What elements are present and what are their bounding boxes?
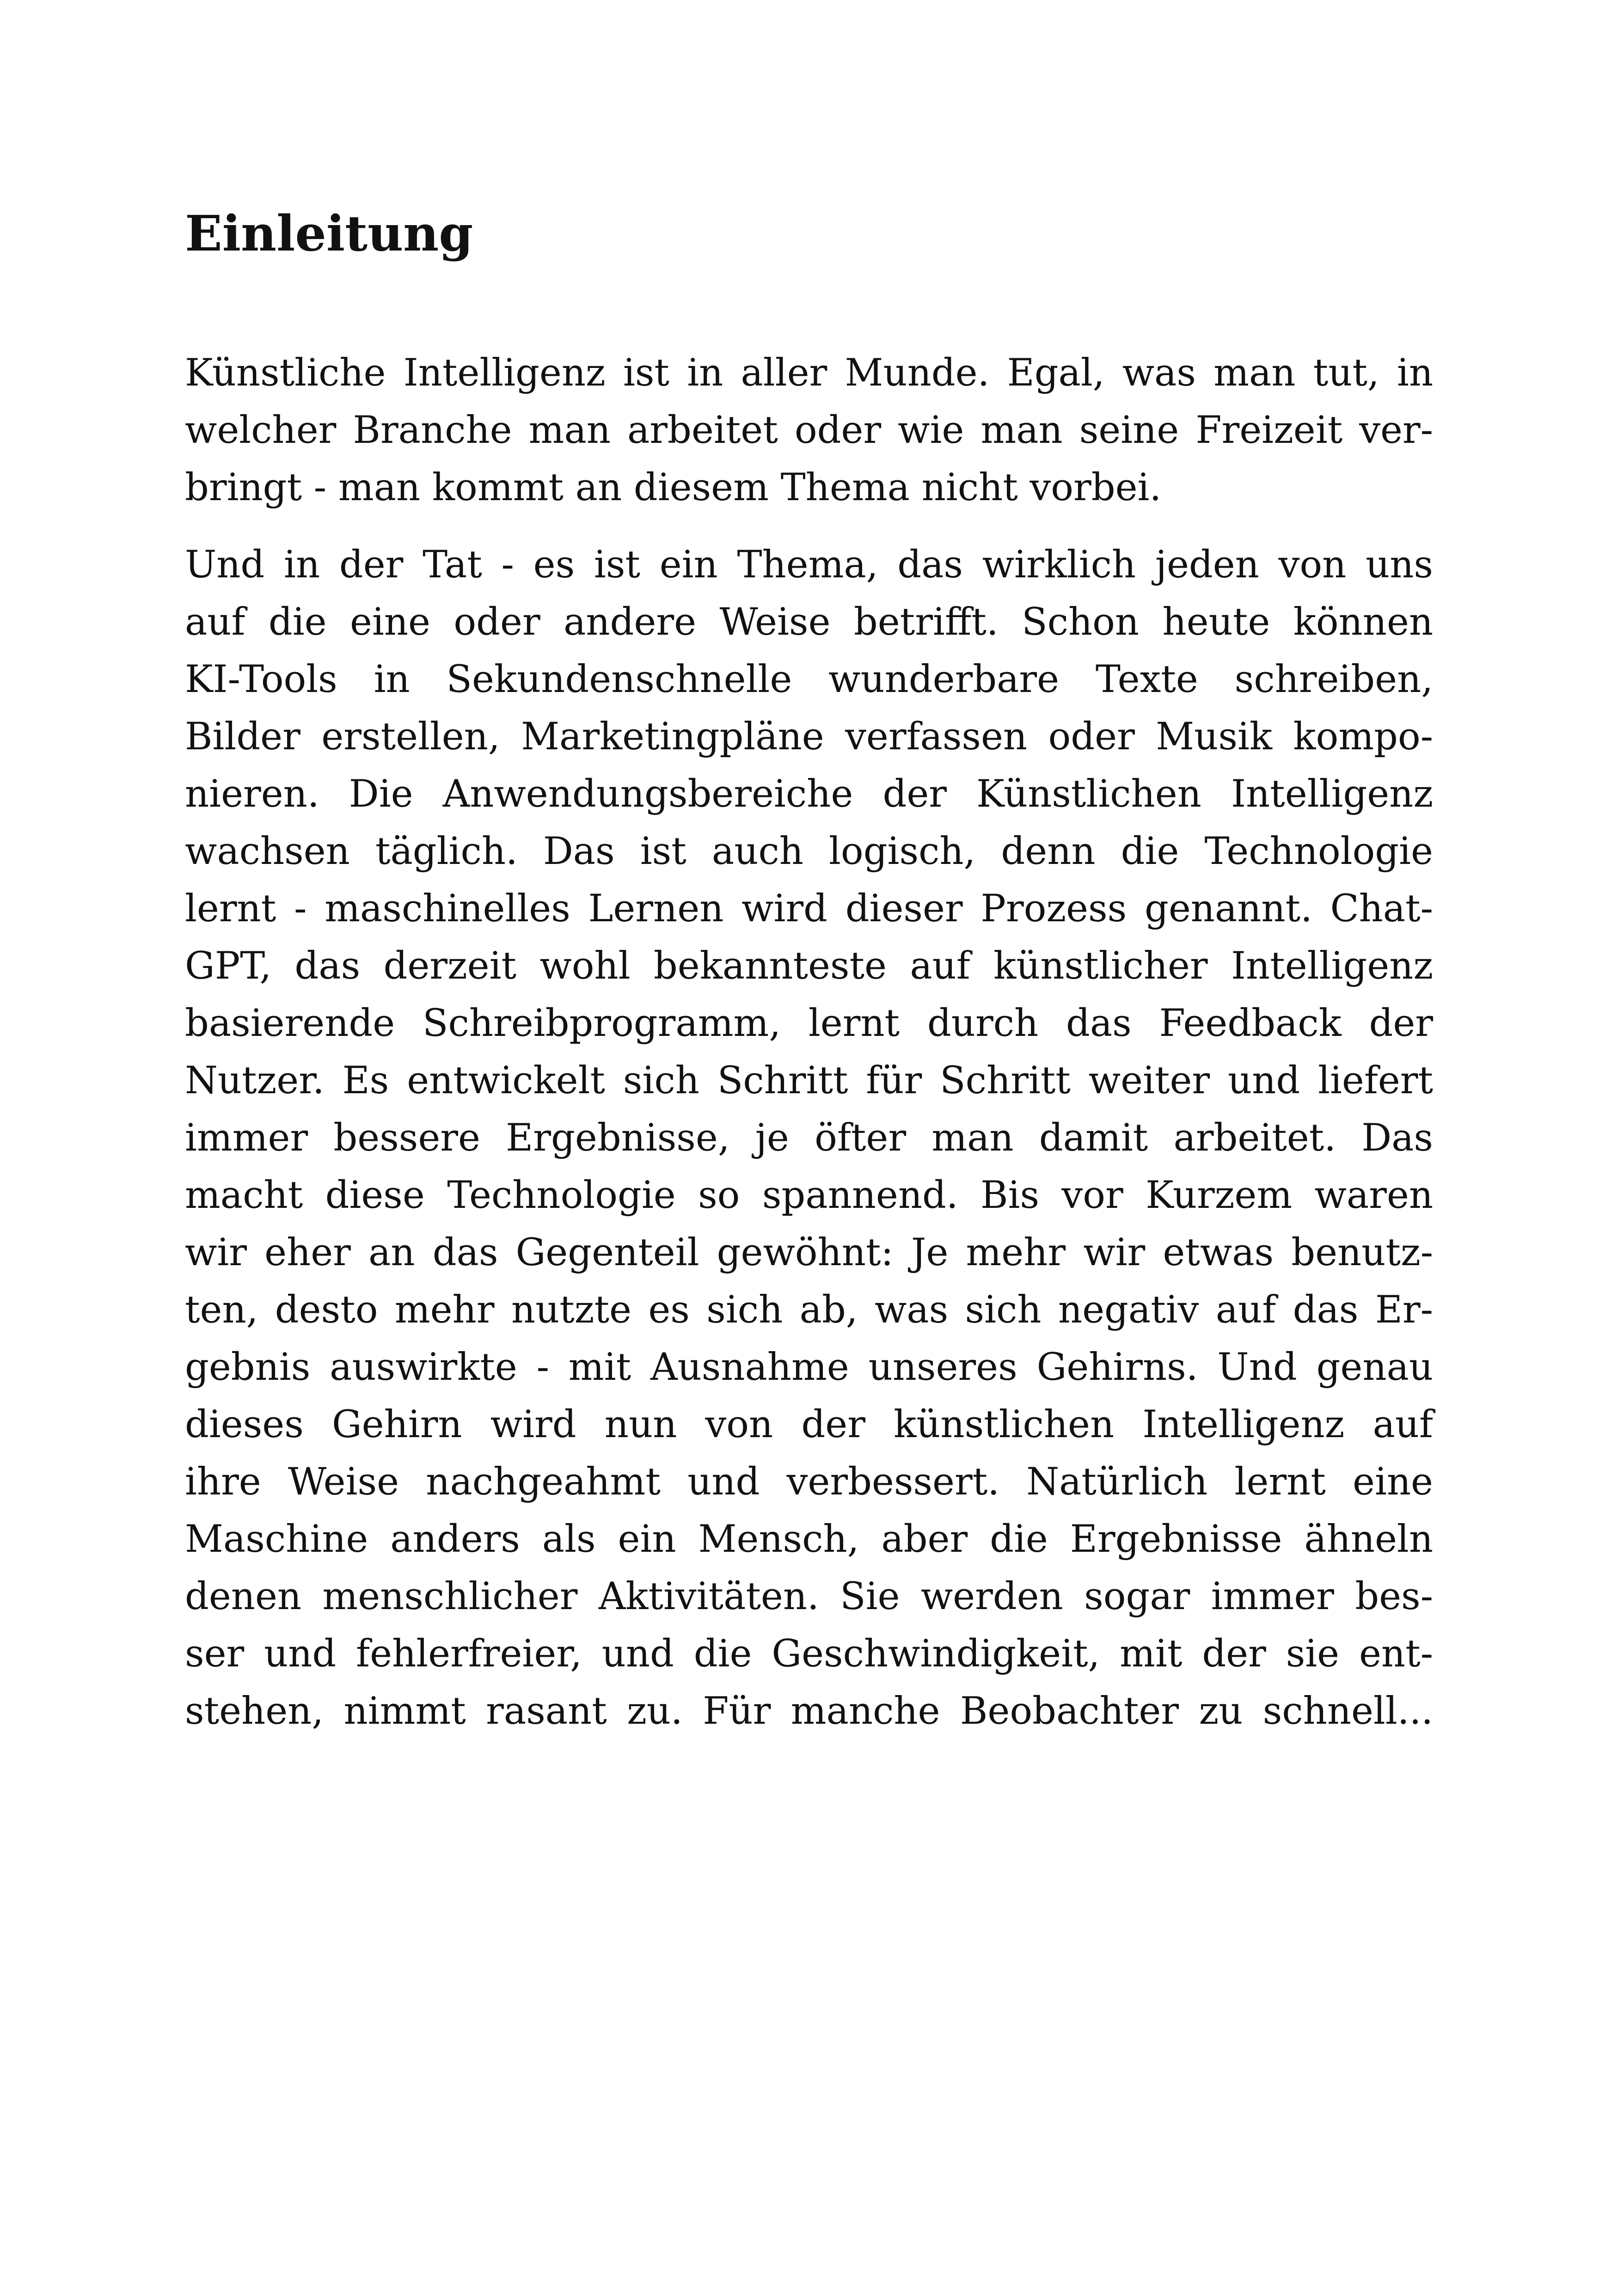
paragraph-line: lernt - maschinelles Lernen wird dieser Prozess genannt. Chat- bbox=[185, 887, 1433, 931]
paragraph-line: nieren. Die Anwendungsbereiche der Künstlichen Intelligenz bbox=[185, 772, 1433, 816]
paragraph-line: Bilder erstellen, Marketingpläne verfassen oder Musik kompo- bbox=[185, 715, 1433, 759]
paragraph-line: macht diese Technologie so spannend. Bis vor Kurzem waren bbox=[185, 1174, 1433, 1217]
paragraph-line: dieses Gehirn wird nun von der künstlichen Intelligenz auf bbox=[185, 1403, 1433, 1446]
paragraph-line: KI-Tools in Sekundenschnelle wunderbare Texte schreiben, bbox=[185, 658, 1433, 701]
paragraph-line: ihre Weise nachgeahmt und verbessert. Natürlich lernt eine bbox=[185, 1460, 1433, 1504]
paragraph-line: Und in der Tat - es ist ein Thema, das wirklich jeden von uns bbox=[185, 543, 1433, 587]
paragraph-line: gebnis auswirkte - mit Ausnahme unseres Gehirns. Und genau bbox=[185, 1346, 1433, 1389]
paragraph-1 bbox=[185, 344, 1433, 516]
paragraph-line: stehen, nimmt rasant zu. Für manche Beobachter zu schnell... bbox=[185, 1690, 1433, 1733]
paragraph-line: immer bessere Ergebnisse, je öfter man damit arbeitet. Das bbox=[185, 1116, 1433, 1160]
paragraph-line: Nutzer. Es entwickelt sich Schritt für Schritt weiter und liefert bbox=[185, 1059, 1433, 1102]
paragraph-line: wir eher an das Gegenteil gewöhnt: Je mehr wir etwas benutz- bbox=[185, 1231, 1433, 1274]
paragraph-line: auf die eine oder andere Weise betrifft. Schon heute können bbox=[185, 600, 1433, 644]
paragraph-2 bbox=[185, 536, 1433, 1855]
paragraph-line: welcher Branche man arbeitet oder wie man seine Freizeit ver- bbox=[185, 409, 1433, 452]
paragraph-line: Maschine anders als ein Mensch, aber die Ergebnisse ähneln bbox=[185, 1518, 1433, 1561]
paragraph-line bbox=[185, 1797, 1433, 1855]
paragraph-line: wachsen täglich. Das ist auch logisch, denn die Technologie bbox=[185, 830, 1433, 873]
paragraph-line bbox=[185, 1740, 1433, 1797]
paragraph-line: basierende Schreibprogramm, lernt durch das Feedback der bbox=[185, 1002, 1433, 1045]
paragraph-line: denen menschlicher Aktivitäten. Sie werden sogar immer bes- bbox=[185, 1575, 1433, 1618]
chapter-heading: Einleitung bbox=[185, 204, 473, 262]
paragraph-line: Künstliche Intelligenz ist in aller Munde. Egal, was man tut, in bbox=[185, 351, 1433, 395]
paragraph-line: bringt - man kommt an diesem Thema nicht vorbei. bbox=[185, 466, 1162, 509]
paragraph-line: GPT, das derzeit wohl bekannteste auf künstlicher Intelligenz bbox=[185, 944, 1433, 988]
paragraph-line: ser und fehlerfreier, und die Geschwindigkeit, mit der sie ent- bbox=[185, 1632, 1433, 1676]
paragraph-line: ten, desto mehr nutzte es sich ab, was sich negativ auf das Er- bbox=[185, 1288, 1433, 1332]
